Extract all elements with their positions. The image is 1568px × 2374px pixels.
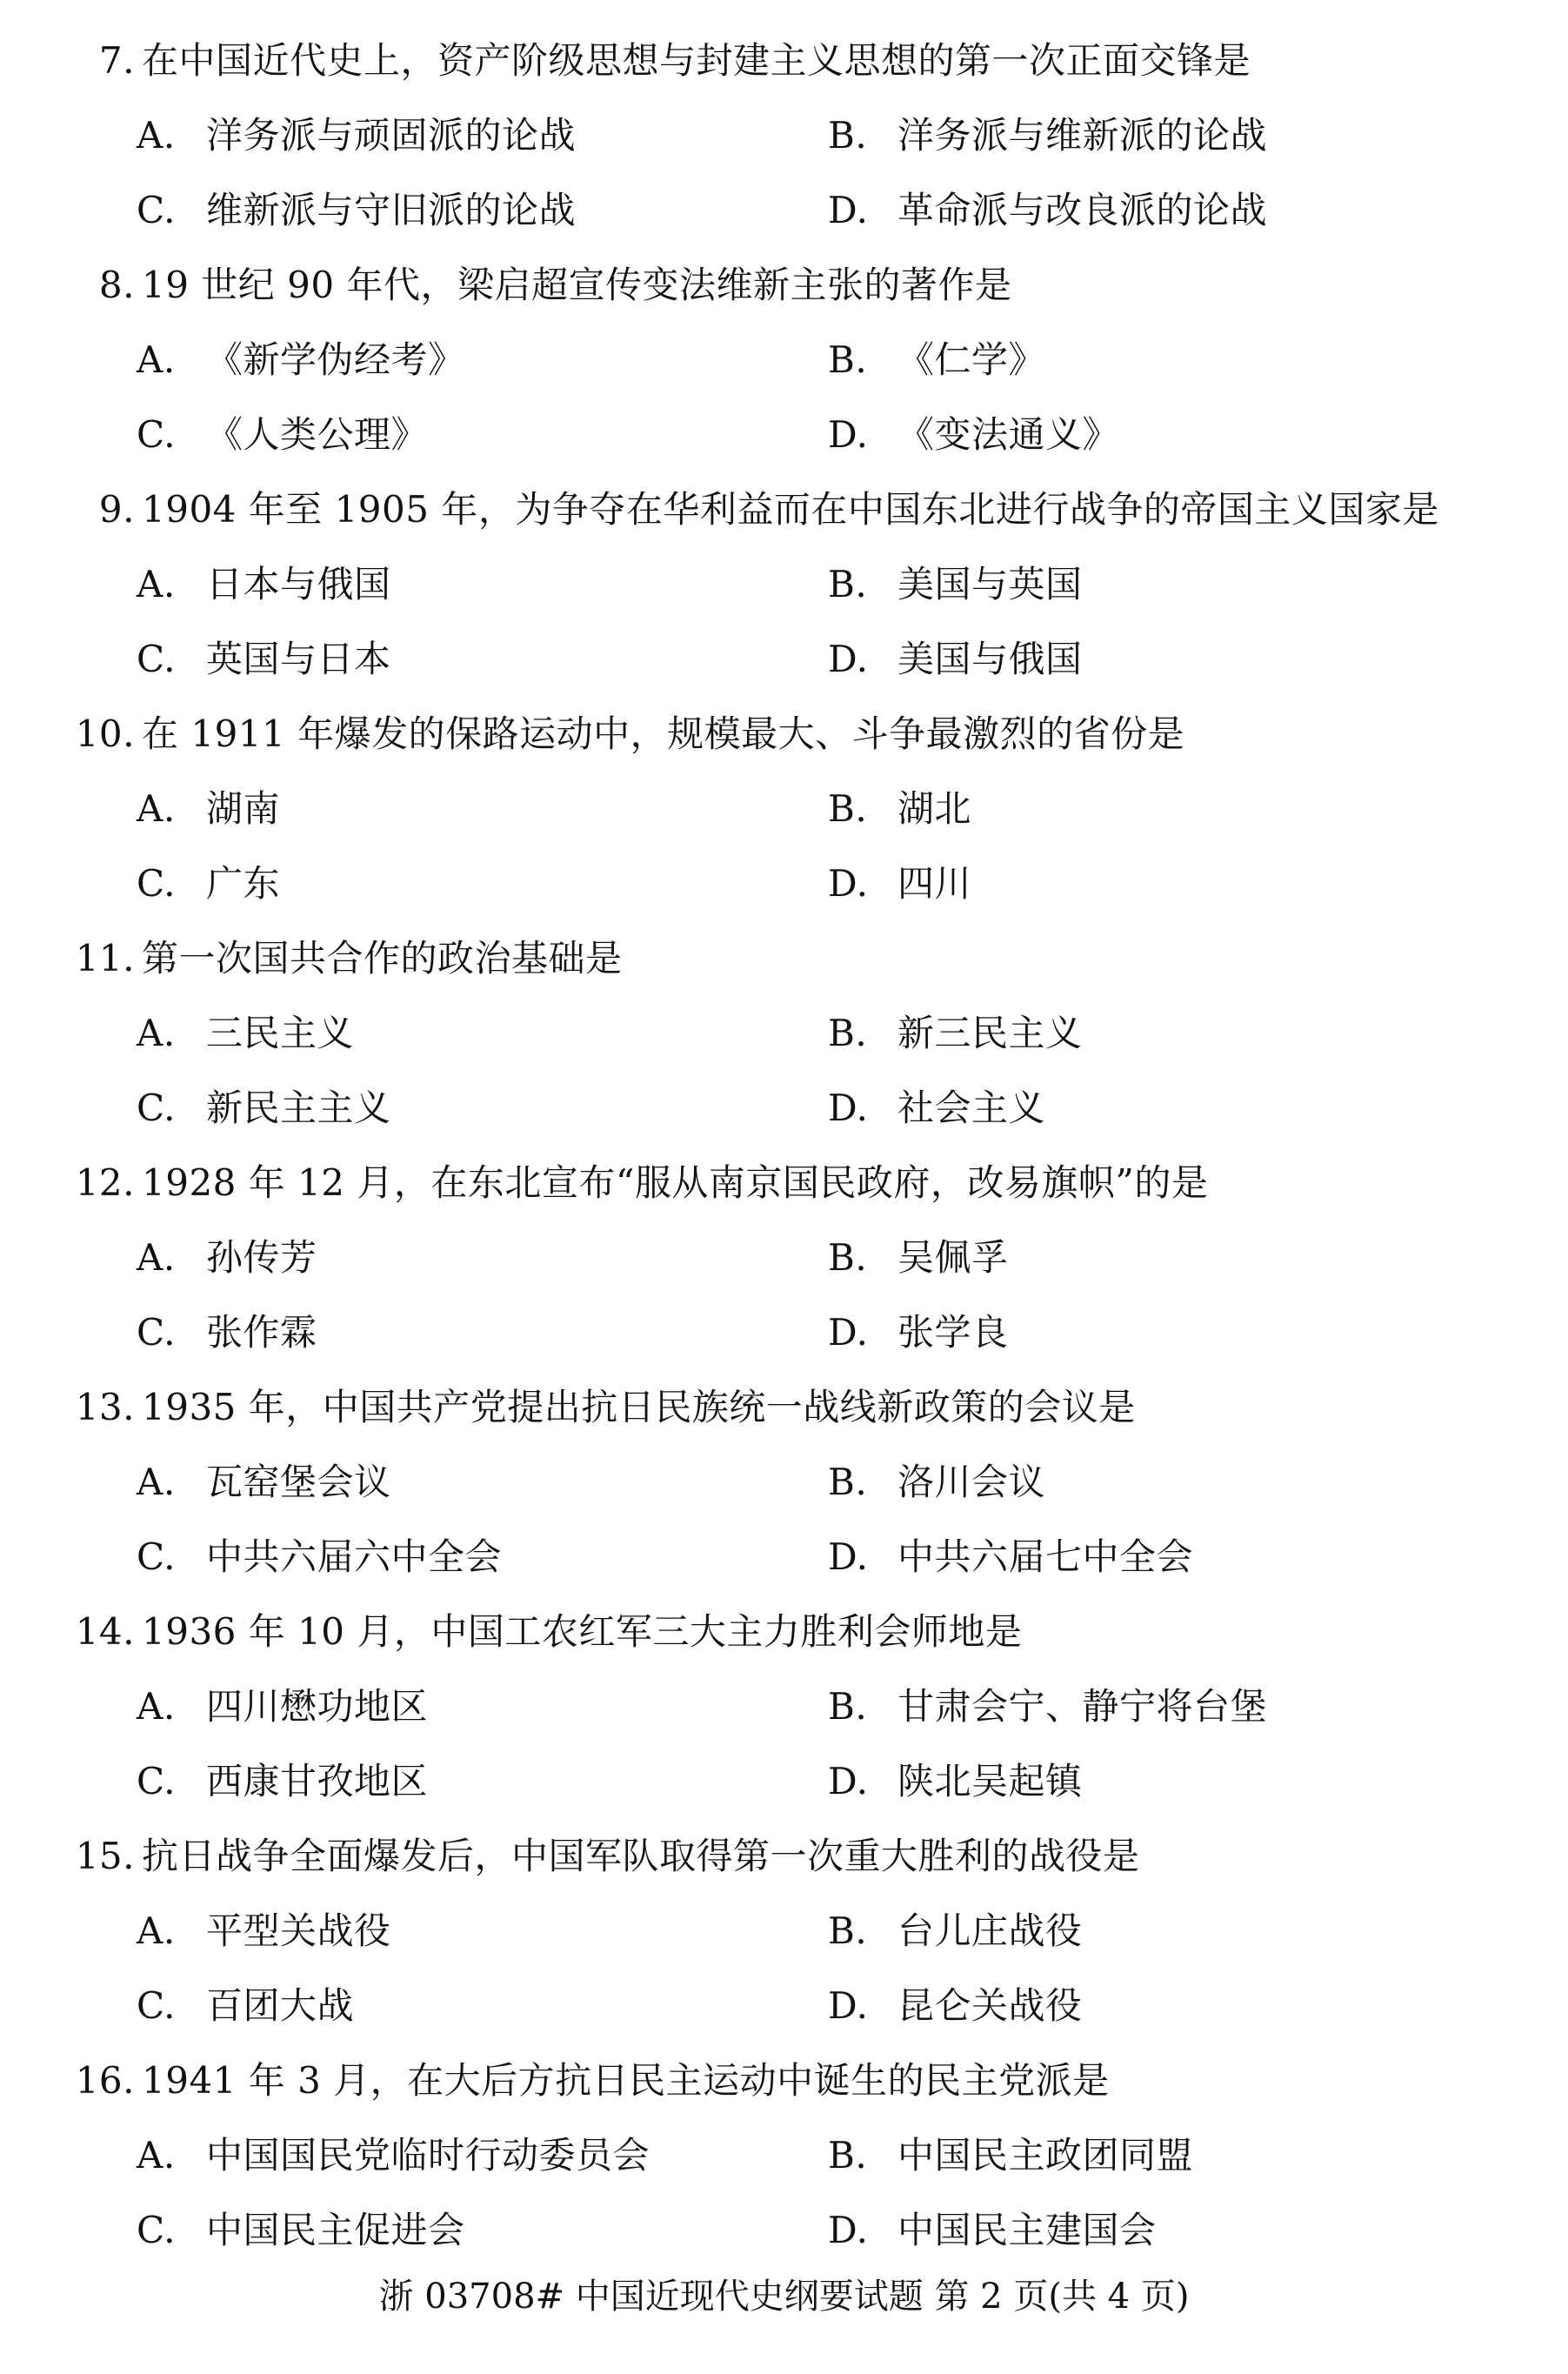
option-a [137,1901,391,1962]
question-text: 第一次国共合作的政治基础是 [142,937,623,980]
question-stem [52,1153,1208,1214]
question-12 [0,1153,1568,1377]
option-c [137,1527,502,1588]
question-9 [0,479,1568,704]
option-letter: C. [137,413,176,456]
option-text: 中共六届六中全会 [206,1535,503,1578]
question-text: 在中国近代史上，资产阶级思想与封建主义思想的第一次正面交锋是 [142,39,1251,82]
question-14 [0,1602,1568,1826]
option-c [137,2200,465,2261]
option-letter: D. [828,1535,869,1578]
option-text: 维新派与守旧派的论战 [206,189,577,231]
option-letter: B. [828,1012,868,1054]
question-number: 13. [75,1386,135,1428]
option-d [828,629,1083,690]
option-text: 美国与英国 [897,563,1083,605]
option-text: 张学良 [897,1311,1009,1354]
question-13 [0,1377,1568,1602]
option-letter: B. [828,338,868,381]
option-c [137,180,576,241]
question-stem [52,928,623,989]
option-a [137,330,465,391]
option-letter: A. [137,114,176,157]
option-text: 洋务派与维新派的论战 [897,114,1268,157]
option-text: 百团大战 [206,1984,355,2027]
option-a [137,1227,317,1288]
option-text: 四川懋功地区 [206,1685,429,1728]
question-number: 11. [75,937,135,980]
option-letter: B. [828,1685,868,1728]
question-number: 14. [75,1610,135,1653]
option-text: 三民主义 [206,1012,355,1054]
option-text: 社会主义 [897,1087,1046,1129]
option-a [137,105,576,166]
option-text: 陕北吴起镇 [897,1760,1083,1802]
option-c [137,405,428,465]
option-letter: A. [137,338,176,381]
option-a [137,2125,650,2186]
option-text: 台儿庄战役 [897,1909,1083,1952]
option-letter: D. [828,1087,869,1129]
option-b [828,105,1267,166]
question-stem [52,2050,1110,2111]
option-c [137,1302,317,1363]
question-number: 7. [98,39,135,82]
option-text: 英国与日本 [206,638,391,680]
question-16 [0,2050,1568,2275]
option-a [137,1676,428,1737]
question-stem [52,30,1251,91]
option-b [828,330,1045,391]
question-11 [0,928,1568,1153]
question-number: 9. [98,488,135,531]
option-d [828,2200,1157,2261]
option-text: 孙传芳 [206,1236,317,1279]
question-8 [0,255,1568,479]
option-letter: A. [137,787,176,830]
option-text: 中国民主促进会 [206,2209,465,2251]
option-text: 中国国民党临时行动委员会 [206,2134,651,2177]
question-text: 19 世纪 90 年代，梁启超宣传变法维新主张的著作是 [142,264,1012,306]
option-letter: A. [137,1909,176,1952]
question-15 [0,1826,1568,2050]
option-c [137,1976,354,2036]
option-d [828,180,1267,241]
option-letter: C. [137,1087,176,1129]
option-letter: B. [828,1236,868,1279]
option-b [828,1452,1045,1513]
question-stem [52,1602,1022,1662]
option-letter: C. [137,1760,176,1802]
question-10 [0,704,1568,928]
option-a [137,1003,354,1064]
option-text: 广东 [206,862,281,905]
question-text: 1936 年 10 月，中国工农红军三大主力胜利会师地是 [142,1610,1023,1653]
question-stem [52,704,1184,765]
option-letter: C. [137,1984,176,2027]
question-7 [0,30,1568,255]
question-text: 1941 年 3 月，在大后方抗日民主运动中诞生的民主党派是 [142,2059,1110,2102]
option-letter: D. [828,1760,869,1802]
option-text: 张作霖 [206,1311,317,1354]
option-a [137,1452,391,1513]
option-letter: A. [137,1461,176,1503]
option-text: 《仁学》 [897,338,1046,381]
option-text: 洛川会议 [897,1461,1046,1503]
question-number: 10. [75,712,135,755]
option-a [137,779,280,839]
option-letter: A. [137,563,176,605]
question-text: 抗日战争全面爆发后，中国军队取得第一次重大胜利的战役是 [142,1835,1140,1877]
question-stem [52,1377,1136,1438]
question-stem [52,255,1011,316]
option-letter: A. [137,1012,176,1054]
question-stem [52,479,1439,540]
option-text: 瓦窑堡会议 [206,1461,391,1503]
option-text: 革命派与改良派的论战 [897,189,1268,231]
option-c [137,1078,391,1139]
question-number: 12. [75,1161,135,1204]
option-text: 湖北 [897,787,972,830]
option-letter: A. [137,1685,176,1728]
option-letter: D. [828,2209,869,2251]
option-text: 《新学伪经考》 [206,338,465,381]
option-letter: B. [828,1909,868,1952]
option-b [828,779,971,839]
option-letter: C. [137,862,176,905]
question-text: 在 1911 年爆发的保路运动中，规模最大、斗争最激烈的省份是 [142,712,1185,755]
option-letter: A. [137,2134,176,2177]
option-text: 新三民主义 [897,1012,1083,1054]
option-letter: C. [137,1311,176,1354]
option-d [828,1078,1045,1139]
option-text: 中国民主政团同盟 [897,2134,1194,2177]
option-text: 中国民主建国会 [897,2209,1157,2251]
option-b [828,2125,1193,2186]
option-c [137,1751,428,1812]
option-letter: C. [137,189,176,231]
option-text: 美国与俄国 [897,638,1083,680]
option-b [828,1003,1083,1064]
option-letter: D. [828,189,869,231]
option-letter: C. [137,2209,176,2251]
option-d [828,1302,1009,1363]
option-c [137,629,391,690]
option-d [828,1527,1193,1588]
option-text: 西康甘孜地区 [206,1760,429,1802]
option-letter: B. [828,563,868,605]
question-number: 15. [75,1835,135,1877]
option-b [828,1676,1267,1737]
option-b [828,1901,1083,1962]
question-number: 8. [98,264,135,306]
option-text: 洋务派与顽固派的论战 [206,114,577,157]
option-text: 平型关战役 [206,1909,391,1952]
question-text: 1935 年，中国共产党提出抗日民族统一战线新政策的会议是 [142,1386,1136,1428]
option-text: 《变法通义》 [897,413,1120,456]
option-text: 四川 [897,862,972,905]
option-letter: A. [137,1236,176,1279]
option-b [828,554,1083,615]
option-letter: D. [828,1311,869,1354]
question-text: 1928 年 12 月，在东北宣布“服从南京国民政府，改易旗帜”的是 [142,1161,1209,1204]
option-d [828,853,971,914]
option-text: 昆仑关战役 [897,1984,1083,2027]
option-d [828,405,1119,465]
option-letter: D. [828,862,869,905]
option-text: 新民主主义 [206,1087,391,1129]
option-letter: B. [828,114,868,157]
option-letter: C. [137,1535,176,1578]
option-text: 《人类公理》 [206,413,429,456]
option-letter: D. [828,413,869,456]
question-text: 1904 年至 1905 年，为争夺在华利益而在中国东北进行战争的帝国主义国家是 [142,488,1439,531]
option-b [828,1227,1009,1288]
option-c [137,853,280,914]
page-footer: 浙 03708# 中国近现代史纲要试题 第 2 页(共 4 页) [378,2277,1190,2317]
option-letter: B. [828,1461,868,1503]
option-text: 湖南 [206,787,281,830]
option-d [828,1976,1083,2036]
option-text: 日本与俄国 [206,563,391,605]
option-letter: D. [828,638,869,680]
option-letter: C. [137,638,176,680]
option-letter: D. [828,1984,869,2027]
option-letter: B. [828,2134,868,2177]
option-text: 中共六届七中全会 [897,1535,1194,1578]
question-stem [52,1826,1140,1887]
option-a [137,554,391,615]
option-text: 甘肃会宁、静宁将台堡 [897,1685,1268,1728]
option-letter: B. [828,787,868,830]
option-d [828,1751,1083,1812]
question-number: 16. [75,2059,135,2102]
option-text: 吴佩孚 [897,1236,1009,1279]
